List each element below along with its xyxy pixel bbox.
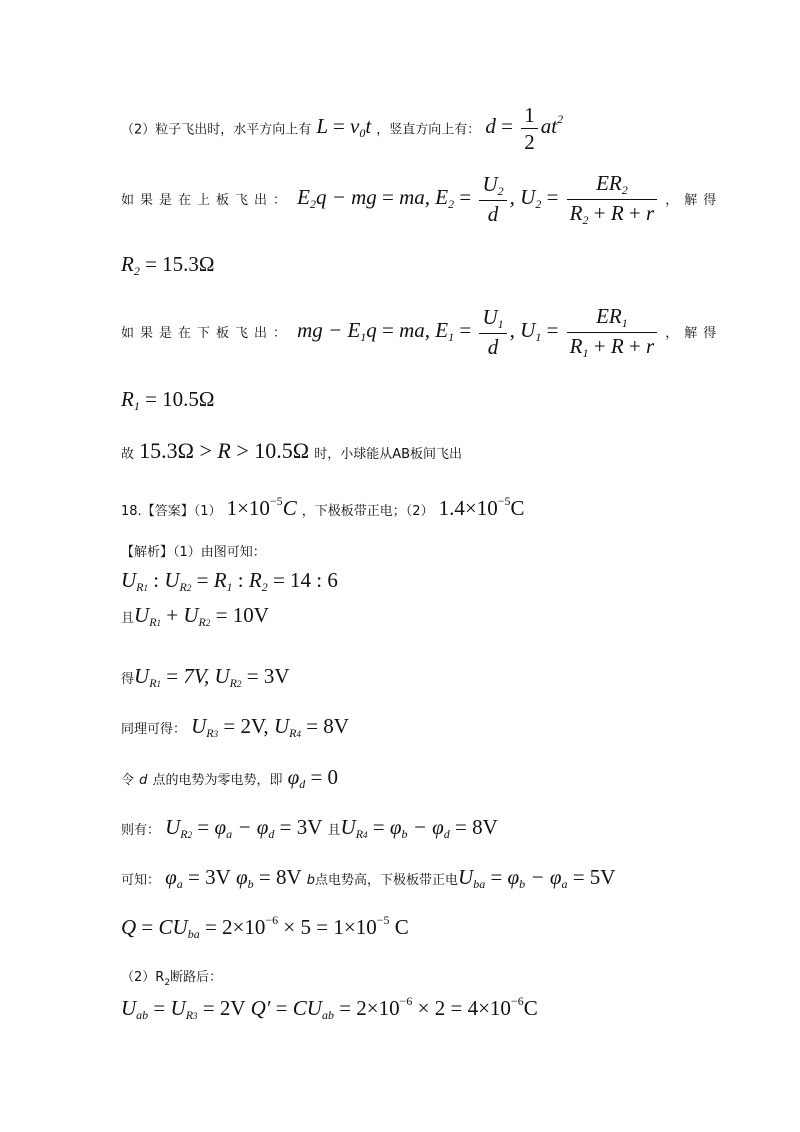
line-kezhi: [121, 865, 800, 892]
line-sum: [121, 603, 800, 630]
line-particle-exit: [121, 104, 800, 153]
text: 令: [121, 773, 135, 788]
line-r1-result: [121, 387, 800, 414]
text: ，下极板带正电；（2）: [301, 504, 434, 519]
text: （2）: [121, 970, 156, 985]
line-part2: [121, 966, 800, 988]
formula-range: 15.3Ω > R > 10.5Ω: [139, 438, 310, 463]
line-zeyou: [121, 815, 800, 842]
text: ，解得: [665, 325, 723, 341]
text: 【解析】（1）由图可知：: [121, 545, 266, 560]
text: 则有：: [121, 823, 161, 838]
formula-q: $Q = CU_{ba} = 2\times 10^{-6} \times 5 = 1\times 10^{-5}$ C: [121, 913, 409, 941]
text: 【答案】（1）: [141, 504, 222, 519]
text: （2）粒子飞出时，水平方向上有: [121, 122, 312, 138]
formula-upper-plate: $E_2q$ − mg = ma, $E_2$ = $\frac{U_2}{d}$ , $U_2$ = $\frac{ER_2}{R_2 + R + r}$: [297, 185, 660, 209]
line-charge: [121, 913, 800, 942]
formula-r2: $R_2 = 15.3\Omega$: [121, 252, 215, 278]
line-zero-potential: [121, 765, 800, 792]
text: 点电势高，下极板带正电: [315, 873, 459, 888]
line-r2-result: [121, 252, 800, 279]
text: 且: [121, 611, 135, 626]
text: 可知：: [121, 873, 161, 888]
text: 得: [121, 672, 135, 687]
formula-lower-plate: mg − $E_1q$ = ma, $E_1$ = $\frac{U_1}{d}$ , $U_1$ = $\frac{ER_1}{R_1 + R + r}$: [297, 318, 660, 342]
line-lower-plate: [121, 305, 800, 359]
formula-ur2-phi: $U_{R2} = \varphi_a - \varphi_d = 3V$: [165, 815, 323, 841]
formula-uba: $U_{ba} = \varphi_b - \varphi_a = 5V$: [458, 865, 616, 891]
formula-horizontal: $L = v_0t$: [316, 114, 372, 141]
formula-sum: $U_{R1} + U_{R2} = 10V$: [134, 603, 269, 629]
line-final: [121, 994, 800, 1023]
text: ，解得: [665, 192, 723, 208]
line-conclusion: [121, 438, 800, 464]
line-q18-answer: [121, 494, 800, 521]
text: ，竖直方向上有：: [376, 122, 481, 138]
line-jiexi: [121, 541, 800, 560]
formula-ratio: $U_{R1}$ : $U_{R2} = R_1$ : $R_2 = 14$ : 6: [121, 568, 338, 594]
formula-phi-d: $\varphi_d = 0$: [287, 765, 339, 791]
formula-ur4-phi: $U_{R4} = \varphi_b - \varphi_d = 8V$: [340, 815, 498, 841]
formula-phi-values: $\varphi_a = 3V$ $\varphi_b = 8V$: [165, 865, 302, 891]
text: 如果是在下板飞出：: [121, 325, 293, 341]
text: 点的电势为零电势，即: [152, 773, 283, 788]
formula-vertical: d = $\frac{1}{2}$ $at^2$: [485, 103, 564, 155]
formula-ur1-ur2: $U_{R1} = 7V$, $U_{R2} = 3V$: [134, 664, 290, 690]
text: 故: [121, 447, 135, 462]
formula-answer2: $1.4\times 10^{-5}C$: [438, 494, 525, 520]
text: d: [139, 773, 148, 788]
formula-uab: $U_{ab} = U_{R3} = 2V$: [121, 996, 246, 1022]
text: 断路后：: [170, 970, 223, 985]
text: b: [306, 873, 315, 888]
line-upper-plate: [121, 172, 800, 226]
text: 时，小球能从AB板间飞出: [314, 447, 462, 462]
text: 如果是在上板飞出：: [121, 192, 293, 208]
formula-r1: $R_1 = 10.5\Omega$: [121, 387, 215, 413]
formula-q-prime: $Q' = CU_{ab} = 2\times 10^{-6} \times 2 = 4\times 10^{-6}C$: [250, 994, 538, 1022]
text: R: [155, 970, 165, 985]
line-ratio: [121, 568, 800, 595]
line-tongli: [121, 714, 800, 741]
question-number: 18.: [121, 504, 142, 519]
text: 同理可得：: [121, 722, 187, 737]
formula-answer1: $1\times 10^{-5}C$: [226, 494, 297, 520]
text: 且: [327, 823, 341, 838]
text: 2: [164, 978, 171, 988]
formula-ur3-ur4: $U_{R3} = 2V$, $U_{R4} = 8V$: [191, 714, 349, 740]
line-result1: [121, 664, 800, 691]
